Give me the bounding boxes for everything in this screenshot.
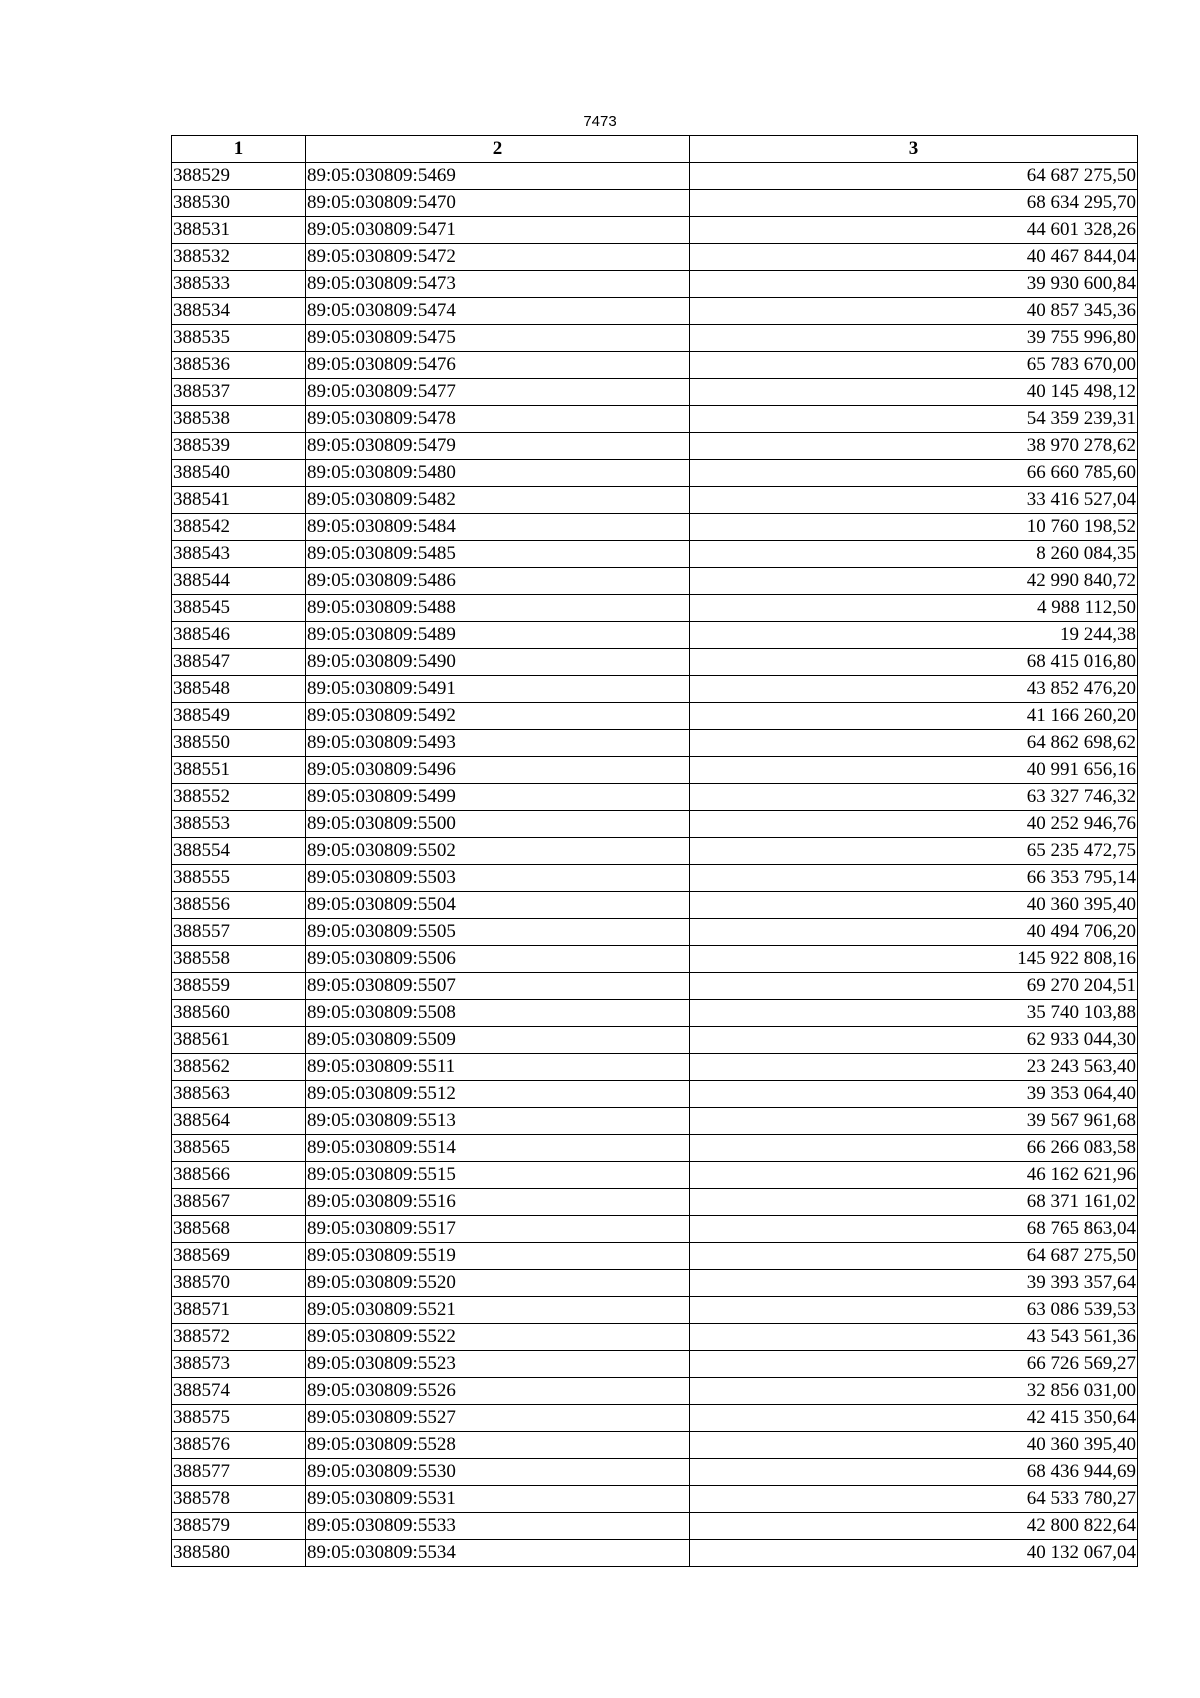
value-cell: 68 634 295,70 <box>690 190 1138 217</box>
table-row <box>172 973 1138 1000</box>
row-number-cell: 388580 <box>172 1540 306 1567</box>
table-row <box>172 244 1138 271</box>
value-cell: 40 494 706,20 <box>690 919 1138 946</box>
cadastral-number-cell: 89:05:030809:5511 <box>306 1054 690 1081</box>
row-number-cell: 388578 <box>172 1486 306 1513</box>
row-number-cell: 388570 <box>172 1270 306 1297</box>
cadastral-number-cell: 89:05:030809:5471 <box>306 217 690 244</box>
table-row <box>172 1378 1138 1405</box>
cadastral-number-cell: 89:05:030809:5526 <box>306 1378 690 1405</box>
cadastral-number-cell: 89:05:030809:5530 <box>306 1459 690 1486</box>
row-number-cell: 388561 <box>172 1027 306 1054</box>
cadastral-number-cell: 89:05:030809:5491 <box>306 676 690 703</box>
row-number-cell: 388553 <box>172 811 306 838</box>
value-cell: 40 252 946,76 <box>690 811 1138 838</box>
cadastral-number-cell: 89:05:030809:5513 <box>306 1108 690 1135</box>
row-number-cell: 388564 <box>172 1108 306 1135</box>
value-cell: 65 783 670,00 <box>690 352 1138 379</box>
value-cell: 64 533 780,27 <box>690 1486 1138 1513</box>
row-number-cell: 388558 <box>172 946 306 973</box>
table-row <box>172 568 1138 595</box>
column-header-3: 3 <box>690 136 1138 163</box>
row-number-cell: 388550 <box>172 730 306 757</box>
value-cell: 40 145 498,12 <box>690 379 1138 406</box>
cadastral-number-cell: 89:05:030809:5484 <box>306 514 690 541</box>
table-row <box>172 1054 1138 1081</box>
table-row <box>172 487 1138 514</box>
row-number-cell: 388545 <box>172 595 306 622</box>
row-number-cell: 388577 <box>172 1459 306 1486</box>
table-row <box>172 1162 1138 1189</box>
row-number-cell: 388560 <box>172 1000 306 1027</box>
row-number-cell: 388541 <box>172 487 306 514</box>
page-number: 7473 <box>583 113 617 130</box>
value-cell: 42 415 350,64 <box>690 1405 1138 1432</box>
row-number-cell: 388566 <box>172 1162 306 1189</box>
value-cell: 64 687 275,50 <box>690 163 1138 190</box>
row-number-cell: 388543 <box>172 541 306 568</box>
value-cell: 40 857 345,36 <box>690 298 1138 325</box>
row-number-cell: 388562 <box>172 1054 306 1081</box>
cadastral-number-cell: 89:05:030809:5474 <box>306 298 690 325</box>
data-table <box>171 135 1138 1567</box>
row-number-cell: 388530 <box>172 190 306 217</box>
row-number-cell: 388569 <box>172 1243 306 1270</box>
table-header <box>172 136 1138 163</box>
row-number-cell: 388539 <box>172 433 306 460</box>
table-row <box>172 163 1138 190</box>
cadastral-number-cell: 89:05:030809:5472 <box>306 244 690 271</box>
row-number-cell: 388537 <box>172 379 306 406</box>
value-cell: 68 436 944,69 <box>690 1459 1138 1486</box>
cadastral-number-cell: 89:05:030809:5534 <box>306 1540 690 1567</box>
cadastral-number-cell: 89:05:030809:5512 <box>306 1081 690 1108</box>
cadastral-number-cell: 89:05:030809:5473 <box>306 271 690 298</box>
cadastral-number-cell: 89:05:030809:5485 <box>306 541 690 568</box>
table-row <box>172 649 1138 676</box>
cadastral-number-cell: 89:05:030809:5531 <box>306 1486 690 1513</box>
table-row <box>172 514 1138 541</box>
value-cell: 40 360 395,40 <box>690 892 1138 919</box>
table-row <box>172 1324 1138 1351</box>
row-number-cell: 388542 <box>172 514 306 541</box>
row-number-cell: 388579 <box>172 1513 306 1540</box>
row-number-cell: 388576 <box>172 1432 306 1459</box>
cadastral-number-cell: 89:05:030809:5508 <box>306 1000 690 1027</box>
cadastral-number-cell: 89:05:030809:5520 <box>306 1270 690 1297</box>
table-row <box>172 676 1138 703</box>
row-number-cell: 388552 <box>172 784 306 811</box>
value-cell: 23 243 563,40 <box>690 1054 1138 1081</box>
value-cell: 64 687 275,50 <box>690 1243 1138 1270</box>
value-cell: 4 988 112,50 <box>690 595 1138 622</box>
value-cell: 43 852 476,20 <box>690 676 1138 703</box>
cadastral-number-cell: 89:05:030809:5506 <box>306 946 690 973</box>
value-cell: 63 327 746,32 <box>690 784 1138 811</box>
table-row <box>172 622 1138 649</box>
cadastral-number-cell: 89:05:030809:5489 <box>306 622 690 649</box>
row-number-cell: 388544 <box>172 568 306 595</box>
column-header-1: 1 <box>172 136 306 163</box>
value-cell: 32 856 031,00 <box>690 1378 1138 1405</box>
table-row <box>172 703 1138 730</box>
row-number-cell: 388548 <box>172 676 306 703</box>
row-number-cell: 388563 <box>172 1081 306 1108</box>
table-row <box>172 433 1138 460</box>
table-row <box>172 217 1138 244</box>
cadastral-number-cell: 89:05:030809:5480 <box>306 460 690 487</box>
row-number-cell: 388533 <box>172 271 306 298</box>
table-row <box>172 1270 1138 1297</box>
table-row <box>172 406 1138 433</box>
cadastral-number-cell: 89:05:030809:5478 <box>306 406 690 433</box>
value-cell: 69 270 204,51 <box>690 973 1138 1000</box>
row-number-cell: 388534 <box>172 298 306 325</box>
value-cell: 46 162 621,96 <box>690 1162 1138 1189</box>
value-cell: 43 543 561,36 <box>690 1324 1138 1351</box>
cadastral-number-cell: 89:05:030809:5492 <box>306 703 690 730</box>
table-row <box>172 1108 1138 1135</box>
cadastral-number-cell: 89:05:030809:5470 <box>306 190 690 217</box>
value-cell: 39 930 600,84 <box>690 271 1138 298</box>
cadastral-number-cell: 89:05:030809:5500 <box>306 811 690 838</box>
value-cell: 68 415 016,80 <box>690 649 1138 676</box>
table-row <box>172 757 1138 784</box>
table-row <box>172 1432 1138 1459</box>
cadastral-number-cell: 89:05:030809:5519 <box>306 1243 690 1270</box>
table-row <box>172 1297 1138 1324</box>
row-number-cell: 388574 <box>172 1378 306 1405</box>
cadastral-number-cell: 89:05:030809:5507 <box>306 973 690 1000</box>
row-number-cell: 388572 <box>172 1324 306 1351</box>
value-cell: 19 244,38 <box>690 622 1138 649</box>
row-number-cell: 388565 <box>172 1135 306 1162</box>
cadastral-number-cell: 89:05:030809:5503 <box>306 865 690 892</box>
value-cell: 65 235 472,75 <box>690 838 1138 865</box>
row-number-cell: 388568 <box>172 1216 306 1243</box>
value-cell: 66 266 083,58 <box>690 1135 1138 1162</box>
table-row <box>172 190 1138 217</box>
table-row <box>172 1216 1138 1243</box>
cadastral-number-cell: 89:05:030809:5486 <box>306 568 690 595</box>
table-row <box>172 460 1138 487</box>
cadastral-number-cell: 89:05:030809:5502 <box>306 838 690 865</box>
table-row <box>172 946 1138 973</box>
row-number-cell: 388557 <box>172 919 306 946</box>
row-number-cell: 388532 <box>172 244 306 271</box>
value-cell: 44 601 328,26 <box>690 217 1138 244</box>
cadastral-number-cell: 89:05:030809:5493 <box>306 730 690 757</box>
row-number-cell: 388554 <box>172 838 306 865</box>
value-cell: 54 359 239,31 <box>690 406 1138 433</box>
table-row <box>172 1405 1138 1432</box>
row-number-cell: 388549 <box>172 703 306 730</box>
value-cell: 66 726 569,27 <box>690 1351 1138 1378</box>
table-row <box>172 730 1138 757</box>
value-cell: 40 991 656,16 <box>690 757 1138 784</box>
cadastral-number-cell: 89:05:030809:5475 <box>306 325 690 352</box>
row-number-cell: 388538 <box>172 406 306 433</box>
table-row <box>172 352 1138 379</box>
table-row <box>172 1027 1138 1054</box>
value-cell: 8 260 084,35 <box>690 541 1138 568</box>
cadastral-number-cell: 89:05:030809:5515 <box>306 1162 690 1189</box>
row-number-cell: 388575 <box>172 1405 306 1432</box>
value-cell: 145 922 808,16 <box>690 946 1138 973</box>
table-row <box>172 1459 1138 1486</box>
table-row <box>172 1081 1138 1108</box>
row-number-cell: 388567 <box>172 1189 306 1216</box>
cadastral-number-cell: 89:05:030809:5505 <box>306 919 690 946</box>
table-row <box>172 865 1138 892</box>
table-row <box>172 1351 1138 1378</box>
value-cell: 40 467 844,04 <box>690 244 1138 271</box>
table-row <box>172 1243 1138 1270</box>
cadastral-number-cell: 89:05:030809:5479 <box>306 433 690 460</box>
table-row <box>172 784 1138 811</box>
table-row <box>172 541 1138 568</box>
table-row <box>172 271 1138 298</box>
value-cell: 33 416 527,04 <box>690 487 1138 514</box>
value-cell: 66 660 785,60 <box>690 460 1138 487</box>
row-number-cell: 388536 <box>172 352 306 379</box>
cadastral-number-cell: 89:05:030809:5523 <box>306 1351 690 1378</box>
value-cell: 41 166 260,20 <box>690 703 1138 730</box>
value-cell: 63 086 539,53 <box>690 1297 1138 1324</box>
value-cell: 10 760 198,52 <box>690 514 1138 541</box>
cadastral-number-cell: 89:05:030809:5527 <box>306 1405 690 1432</box>
table-row <box>172 1000 1138 1027</box>
cadastral-number-cell: 89:05:030809:5490 <box>306 649 690 676</box>
table-row <box>172 298 1138 325</box>
value-cell: 38 970 278,62 <box>690 433 1138 460</box>
row-number-cell: 388556 <box>172 892 306 919</box>
cadastral-number-cell: 89:05:030809:5469 <box>306 163 690 190</box>
row-number-cell: 388571 <box>172 1297 306 1324</box>
table-row <box>172 1135 1138 1162</box>
header-row <box>172 136 1138 163</box>
cadastral-number-cell: 89:05:030809:5477 <box>306 379 690 406</box>
table-row <box>172 1189 1138 1216</box>
table-row <box>172 595 1138 622</box>
cadastral-number-cell: 89:05:030809:5496 <box>306 757 690 784</box>
value-cell: 66 353 795,14 <box>690 865 1138 892</box>
row-number-cell: 388573 <box>172 1351 306 1378</box>
cadastral-number-cell: 89:05:030809:5528 <box>306 1432 690 1459</box>
cadastral-number-cell: 89:05:030809:5533 <box>306 1513 690 1540</box>
row-number-cell: 388559 <box>172 973 306 1000</box>
cadastral-number-cell: 89:05:030809:5514 <box>306 1135 690 1162</box>
cadastral-number-cell: 89:05:030809:5509 <box>306 1027 690 1054</box>
cadastral-number-cell: 89:05:030809:5482 <box>306 487 690 514</box>
value-cell: 39 393 357,64 <box>690 1270 1138 1297</box>
table-row <box>172 325 1138 352</box>
cadastral-number-cell: 89:05:030809:5476 <box>306 352 690 379</box>
value-cell: 39 567 961,68 <box>690 1108 1138 1135</box>
row-number-cell: 388535 <box>172 325 306 352</box>
table-body <box>172 163 1138 1567</box>
cadastral-number-cell: 89:05:030809:5504 <box>306 892 690 919</box>
table-row <box>172 811 1138 838</box>
row-number-cell: 388551 <box>172 757 306 784</box>
value-cell: 40 132 067,04 <box>690 1540 1138 1567</box>
row-number-cell: 388555 <box>172 865 306 892</box>
value-cell: 40 360 395,40 <box>690 1432 1138 1459</box>
column-header-2: 2 <box>306 136 690 163</box>
cadastral-number-cell: 89:05:030809:5522 <box>306 1324 690 1351</box>
cadastral-number-cell: 89:05:030809:5499 <box>306 784 690 811</box>
row-number-cell: 388540 <box>172 460 306 487</box>
table-row <box>172 1486 1138 1513</box>
value-cell: 68 371 161,02 <box>690 1189 1138 1216</box>
table-row <box>172 1513 1138 1540</box>
row-number-cell: 388546 <box>172 622 306 649</box>
value-cell: 42 990 840,72 <box>690 568 1138 595</box>
value-cell: 39 353 064,40 <box>690 1081 1138 1108</box>
table-row <box>172 379 1138 406</box>
cadastral-number-cell: 89:05:030809:5488 <box>306 595 690 622</box>
value-cell: 39 755 996,80 <box>690 325 1138 352</box>
table-row <box>172 838 1138 865</box>
table-row <box>172 892 1138 919</box>
cadastral-number-cell: 89:05:030809:5517 <box>306 1216 690 1243</box>
value-cell: 64 862 698,62 <box>690 730 1138 757</box>
cadastral-number-cell: 89:05:030809:5516 <box>306 1189 690 1216</box>
cadastral-number-cell: 89:05:030809:5521 <box>306 1297 690 1324</box>
row-number-cell: 388547 <box>172 649 306 676</box>
row-number-cell: 388531 <box>172 217 306 244</box>
table-row <box>172 1540 1138 1567</box>
row-number-cell: 388529 <box>172 163 306 190</box>
value-cell: 42 800 822,64 <box>690 1513 1138 1540</box>
value-cell: 62 933 044,30 <box>690 1027 1138 1054</box>
value-cell: 68 765 863,04 <box>690 1216 1138 1243</box>
table-row <box>172 919 1138 946</box>
value-cell: 35 740 103,88 <box>690 1000 1138 1027</box>
